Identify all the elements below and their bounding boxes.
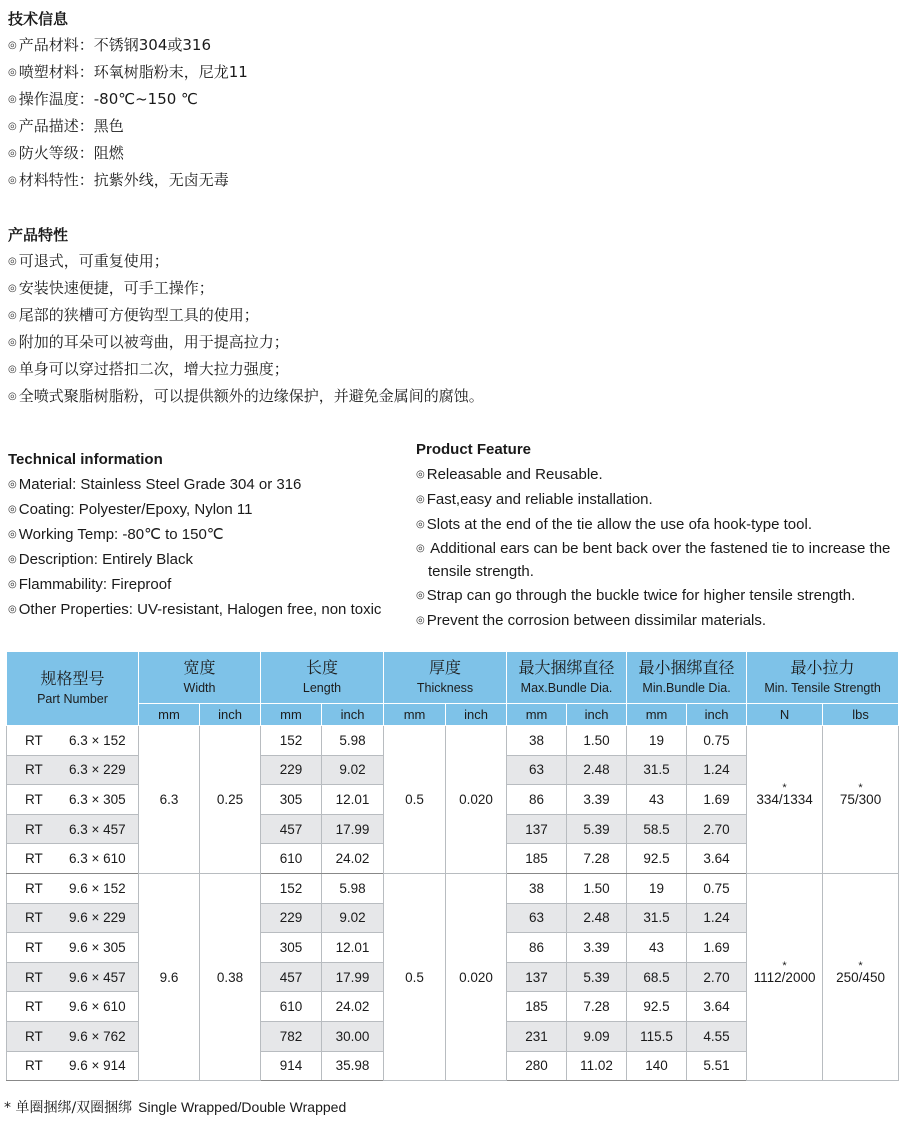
tensile-text: 250/450 [836,969,885,985]
min-bundle-inch-cell: 5.51 [687,1051,747,1081]
list-item-text: 材料特性：抗紫外线，无卤无毒 [18,171,229,189]
min-bundle-mm-cell: 140 [627,1051,687,1081]
width-inch-cell: 0.25 [200,726,261,874]
bullet-icon: ◎ [8,554,17,565]
header-part-number: 规格型号 Part Number [7,652,139,726]
max-bundle-mm-cell: 280 [507,1051,567,1081]
footnote-cn: * 单圈捆绑/双圈捆绑 [4,1100,133,1116]
max-bundle-inch-cell: 7.28 [567,844,627,874]
bullet-icon: ◎ [8,40,17,51]
list-item-text: Flammability: Fireproof [18,576,172,593]
en-feature-list [416,462,898,633]
list-item [416,537,898,583]
min-bundle-inch-cell: 1.69 [687,933,747,963]
min-bundle-mm-cell: 58.5 [627,814,687,844]
min-bundle-inch-cell: 1.24 [687,755,747,785]
max-bundle-inch-cell: 1.50 [567,873,627,903]
en-feature-section [416,439,898,633]
list-item-text: 喷塑材料：环氧树脂粉末，尼龙11 [18,63,248,81]
unit-tensile-n: N [747,704,823,726]
list-item [416,462,898,487]
max-bundle-mm-cell: 86 [507,933,567,963]
footnote [4,1097,346,1117]
length-mm-cell: 152 [261,726,322,756]
tensile-lbs-cell [823,873,899,1080]
max-bundle-mm-cell: 86 [507,785,567,815]
length-inch-cell: 24.02 [322,992,384,1022]
cn-feature-section [8,224,484,410]
part-prefix: RT [25,910,43,926]
min-bundle-inch-cell: 1.24 [687,903,747,933]
list-item-text: 产品材料：不锈钢304或316 [18,36,211,54]
part-prefix: RT [25,791,43,807]
length-mm-cell: 457 [261,962,322,992]
thickness-inch-cell: 0.020 [446,873,507,1080]
list-item [416,608,898,633]
max-bundle-inch-cell: 2.48 [567,903,627,933]
header-width: 宽度 Width [139,652,261,704]
tensile-text: 75/300 [839,791,882,807]
max-bundle-mm-cell: 137 [507,962,567,992]
bullet-icon: ◎ [8,337,17,348]
bullet-icon: ◎ [8,310,17,321]
star-mark: * [782,781,787,794]
spec-table-body [7,726,899,1081]
list-item [8,140,248,167]
min-bundle-mm-cell: 92.5 [627,844,687,874]
bullet-icon: ◎ [8,67,17,78]
part-prefix: RT [25,1028,43,1044]
en-tech-list [8,472,381,622]
part-number-cell [7,933,139,963]
length-inch-cell: 30.00 [322,1021,384,1051]
length-inch-cell: 35.98 [322,1051,384,1081]
bullet-icon: ◎ [416,519,425,530]
list-item-text: Prevent the corrosion between dissimilar materials. [426,612,767,629]
width-inch-cell: 0.38 [200,873,261,1080]
bullet-icon: ◎ [416,543,425,554]
list-item [8,383,484,410]
length-mm-cell: 305 [261,933,322,963]
cn-tech-title: 技术信息 [8,10,69,28]
list-item [8,59,248,86]
length-inch-cell: 5.98 [322,726,384,756]
en-tech-section [8,449,381,622]
part-prefix: RT [25,880,43,896]
list-item [8,86,248,113]
length-inch-cell: 12.01 [322,933,384,963]
min-bundle-mm-cell: 68.5 [627,962,687,992]
bullet-icon: ◎ [8,604,17,615]
length-inch-cell: 5.98 [322,873,384,903]
bullet-icon: ◎ [8,479,17,490]
en-feature-title: Product Feature [416,441,532,458]
length-inch-cell: 9.02 [322,755,384,785]
list-item [8,497,381,522]
length-inch-cell: 24.02 [322,844,384,874]
list-item-text: Material: Stainless Steel Grade 304 or 316 [18,476,302,493]
part-size: 6.3 × 152 [69,732,126,748]
part-prefix: RT [25,939,43,955]
part-size: 6.3 × 305 [69,791,126,807]
max-bundle-mm-cell: 38 [507,726,567,756]
min-bundle-inch-cell: 1.69 [687,785,747,815]
bullet-icon: ◎ [8,529,17,540]
length-inch-cell: 9.02 [322,903,384,933]
list-item [8,547,381,572]
unit-max-inch: inch [567,704,627,726]
tensile-n-cell [747,726,823,874]
max-bundle-mm-cell: 63 [507,755,567,785]
max-bundle-mm-cell: 231 [507,1021,567,1051]
part-size: 9.6 × 152 [69,880,126,896]
min-bundle-inch-cell: 0.75 [687,873,747,903]
part-number-cell [7,992,139,1022]
list-item-text: Slots at the end of the tie allow the use ofa hook-type tool. [426,516,812,533]
bullet-icon: ◎ [8,364,17,375]
header-max-bundle: 最大捆绑直径 Max.Bundle Dia. [507,652,627,704]
length-inch-cell: 12.01 [322,785,384,815]
list-item-text: Working Temp: -80℃ to 150℃ [18,526,224,543]
list-item-text: Other Properties: UV-resistant, Halogen free, non toxic [18,601,382,618]
list-item-text: Strap can go through the buckle twice for higher tensile strength. [426,587,856,604]
max-bundle-inch-cell: 9.09 [567,1021,627,1051]
unit-length-mm: mm [261,704,322,726]
cn-tech-list [8,32,248,194]
list-item [8,113,248,140]
bullet-icon: ◎ [8,283,17,294]
header-min-bundle: 最小捆绑直径 Min.Bundle Dia. [627,652,747,704]
min-bundle-mm-cell: 43 [627,785,687,815]
tensile-lbs-cell [823,726,899,874]
min-bundle-mm-cell: 31.5 [627,755,687,785]
part-number-cell [7,726,139,756]
length-mm-cell: 229 [261,903,322,933]
length-mm-cell: 152 [261,873,322,903]
list-item-text: 可退式，可重复使用； [18,252,169,270]
part-size: 6.3 × 457 [69,821,126,837]
length-inch-cell: 17.99 [322,962,384,992]
part-number-cell [7,814,139,844]
part-size: 6.3 × 610 [69,851,126,867]
part-size: 9.6 × 762 [69,1028,126,1044]
table-row [7,873,899,903]
list-item-text: 安装快速便捷，可手工操作； [18,279,214,297]
list-item-text: 单身可以穿过搭扣二次，增大拉力强度； [18,360,289,378]
min-bundle-mm-cell: 19 [627,726,687,756]
max-bundle-inch-cell: 3.39 [567,933,627,963]
footnote-en: Single Wrapped/Double Wrapped [138,1099,347,1115]
part-prefix: RT [25,762,43,778]
part-prefix: RT [25,821,43,837]
list-item [8,522,381,547]
part-prefix: RT [25,1058,43,1074]
list-item-text: 操作温度：-80℃~150 ℃ [18,90,198,108]
list-item-text: 产品描述：黑色 [18,117,124,135]
part-prefix: RT [25,851,43,867]
list-item-text: Coating: Polyester/Epoxy, Nylon 11 [18,501,253,518]
min-bundle-inch-cell: 4.55 [687,1021,747,1051]
star-mark: * [858,959,863,972]
bullet-icon: ◎ [8,504,17,515]
tensile-value [753,959,816,985]
part-prefix: RT [25,969,43,985]
list-item [8,356,484,383]
width-mm-cell: 6.3 [139,726,200,874]
bullet-icon: ◎ [416,615,425,626]
length-mm-cell: 782 [261,1021,322,1051]
min-bundle-inch-cell: 0.75 [687,726,747,756]
length-mm-cell: 229 [261,755,322,785]
max-bundle-mm-cell: 63 [507,903,567,933]
list-item [416,512,898,537]
part-number-cell [7,1051,139,1081]
bullet-icon: ◎ [8,94,17,105]
thickness-mm-cell: 0.5 [384,726,446,874]
part-number-cell [7,785,139,815]
length-mm-cell: 914 [261,1051,322,1081]
min-bundle-inch-cell: 2.70 [687,814,747,844]
bullet-icon: ◎ [8,256,17,267]
table-row [7,726,899,756]
min-bundle-mm-cell: 92.5 [627,992,687,1022]
header-thickness: 厚度 Thickness [384,652,507,704]
unit-min-inch: inch [687,704,747,726]
max-bundle-inch-cell: 2.48 [567,755,627,785]
min-bundle-inch-cell: 3.64 [687,844,747,874]
bullet-icon: ◎ [8,175,17,186]
cn-feature-list [8,248,484,410]
bullet-icon: ◎ [416,590,425,601]
width-mm-cell: 9.6 [139,873,200,1080]
list-item [8,275,484,302]
thickness-mm-cell: 0.5 [384,873,446,1080]
list-item [8,472,381,497]
unit-thickness-inch: inch [446,704,507,726]
part-prefix: RT [25,999,43,1015]
list-item-text: Description: Entirely Black [18,551,193,568]
max-bundle-inch-cell: 7.28 [567,992,627,1022]
min-bundle-mm-cell: 43 [627,933,687,963]
part-size: 9.6 × 229 [69,910,126,926]
part-number-cell [7,903,139,933]
min-bundle-mm-cell: 115.5 [627,1021,687,1051]
thickness-inch-cell: 0.020 [446,726,507,874]
unit-width-mm: mm [139,704,200,726]
tensile-value [839,781,882,807]
cn-tech-section [8,8,248,194]
list-item-text: 全喷式聚脂树脂粉，可以提供额外的边缘保护，并避免金属间的腐蚀。 [18,387,484,405]
list-item [8,302,484,329]
unit-max-mm: mm [507,704,567,726]
star-mark: * [858,781,863,794]
list-item-text: 尾部的狭槽可方便钩型工具的使用； [18,306,259,324]
list-item-text: Additional ears can be bent back over the fastened tie to increase the tensile strength. [426,540,891,580]
max-bundle-mm-cell: 38 [507,873,567,903]
bullet-icon: ◎ [416,494,425,505]
part-number-cell [7,962,139,992]
header-length: 长度 Length [261,652,384,704]
list-item-text: Fast,easy and reliable installation. [426,491,653,508]
max-bundle-mm-cell: 185 [507,992,567,1022]
part-size: 9.6 × 305 [69,939,126,955]
list-item [8,572,381,597]
part-number-cell [7,1021,139,1051]
length-mm-cell: 610 [261,992,322,1022]
part-prefix: RT [25,732,43,748]
length-inch-cell: 17.99 [322,814,384,844]
header-tensile: 最小拉力 Min. Tensile Strength [747,652,899,704]
min-bundle-mm-cell: 31.5 [627,903,687,933]
min-bundle-inch-cell: 3.64 [687,992,747,1022]
list-item [8,167,248,194]
part-size: 9.6 × 457 [69,969,126,985]
length-mm-cell: 305 [261,785,322,815]
max-bundle-inch-cell: 5.39 [567,814,627,844]
tensile-value [836,959,885,985]
en-tech-title: Technical information [8,451,163,468]
list-item [8,597,381,622]
cn-feature-title: 产品特性 [8,226,69,244]
unit-thickness-mm: mm [384,704,446,726]
list-item [8,32,248,59]
star-mark: * [782,959,787,972]
list-item [416,487,898,512]
list-item [416,583,898,608]
tensile-value [756,781,813,807]
min-bundle-inch-cell: 2.70 [687,962,747,992]
unit-width-inch: inch [200,704,261,726]
max-bundle-inch-cell: 5.39 [567,962,627,992]
bullet-icon: ◎ [8,391,17,402]
part-number-cell [7,755,139,785]
unit-min-mm: mm [627,704,687,726]
list-item-text: Releasable and Reusable. [426,466,603,483]
min-bundle-mm-cell: 19 [627,873,687,903]
part-number-cell [7,873,139,903]
tensile-n-cell [747,873,823,1080]
bullet-icon: ◎ [8,148,17,159]
length-mm-cell: 457 [261,814,322,844]
unit-length-inch: inch [322,704,384,726]
list-item [8,248,484,275]
max-bundle-mm-cell: 185 [507,844,567,874]
max-bundle-inch-cell: 3.39 [567,785,627,815]
tensile-text: 1112/2000 [753,969,816,985]
list-item-text: 附加的耳朵可以被弯曲，用于提高拉力； [18,333,289,351]
bullet-icon: ◎ [416,469,425,480]
tensile-text: 334/1334 [756,791,813,807]
list-item-text: 防火等级：阻燃 [18,144,124,162]
max-bundle-inch-cell: 11.02 [567,1051,627,1081]
max-bundle-inch-cell: 1.50 [567,726,627,756]
part-size: 9.6 × 610 [69,999,126,1015]
bullet-icon: ◎ [8,579,17,590]
bullet-icon: ◎ [8,121,17,132]
part-number-cell [7,844,139,874]
unit-tensile-lbs: lbs [823,704,899,726]
part-size: 9.6 × 914 [69,1058,126,1074]
length-mm-cell: 610 [261,844,322,874]
spec-table [6,651,899,1081]
part-size: 6.3 × 229 [69,762,126,778]
max-bundle-mm-cell: 137 [507,814,567,844]
list-item [8,329,484,356]
